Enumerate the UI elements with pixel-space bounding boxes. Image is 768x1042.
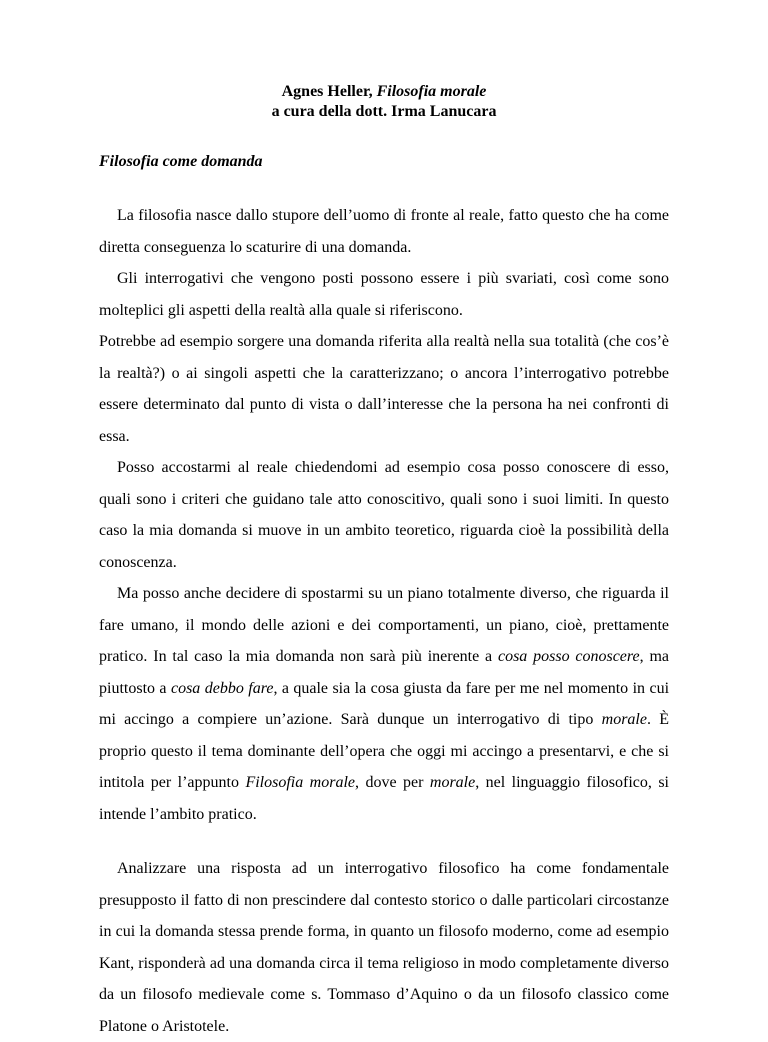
- title-work: Filosofia morale: [376, 83, 487, 100]
- paragraph-3: Potrebbe ad esempio sorgere una domanda riferita alla realtà nella sua totalità (che cos’è la realtà?) o ai singoli aspetti che la caratterizzano; o ancora l’interrogativo potrebbe essere determinato dal punto di vista o dall’interesse che la persona ha nei confronti di essa.: [99, 333, 669, 445]
- paragraph-5-italic-j: morale: [429, 774, 476, 791]
- paragraph-1: La filosofia nasce dallo stupore dell’uomo di fronte al reale, fatto questo che ha come diretta conseguenza lo scaturire di una domanda.: [99, 207, 669, 256]
- paragraph-5-italic-d: cosa debbo fare: [170, 679, 274, 697]
- paragraph-5-text-a: Ma posso anche decidere di spostarmi su un piano totalmente diverso, che riguarda il fare umano, il mondo delle azioni e dei comportamenti, un piano, cioè, prettamente pratico. In tal caso la mia domanda non sarà più inerente a: [99, 585, 669, 665]
- paragraph-5: [99, 578, 669, 830]
- paragraph-5-italic-h: Filosofia morale: [245, 774, 355, 791]
- title-author: Agnes Heller,: [281, 83, 377, 100]
- paragraph-5-text-i: , dove per: [355, 774, 430, 791]
- title-line-editor: a cura della dott. Irma Lanucara: [271, 103, 497, 120]
- title-line-author-work: [99, 82, 669, 102]
- document-page: [99, 82, 669, 1042]
- paragraph-5-text-k: , nel linguaggio filosofico, si intende l’ambito pratico.: [99, 774, 670, 823]
- paragraph-5-italic-f: morale: [601, 711, 647, 728]
- document-body: [99, 200, 669, 1042]
- paragraph-5-italic-b: cosa posso conoscere: [497, 648, 640, 665]
- paragraph-2: Gli interrogativi che vengono posti possono essere i più svariati, così come sono molteplici gli aspetti della realtà alla quale si riferiscono.: [99, 270, 669, 319]
- document-title: [99, 82, 669, 122]
- paragraph-5-text-g: . È proprio questo il tema dominante dell’opera che oggi mi accingo a presentarvi, e che si intitola per l’appunto: [99, 711, 669, 791]
- paragraph-5-text-e: , a quale sia la cosa giusta da fare per me nel momento in cui mi accingo a compiere un’azione. Sarà dunque un interrogativo di tipo: [99, 679, 670, 728]
- paragraph-6: Analizzare una risposta ad un interrogativo filosofico ha come fondamentale presupposto il fatto di non prescindere dal contesto storico o dalle particolari circostanze in cui la domanda stessa prende forma, in quanto un filosofo moderno, come ad esempio Kant, risponderà ad una domanda circa il tema religioso in modo completamente diverso da un filosofo medievale come s. Tommaso d’Aquino o da un filosofo classico come Platone o Aristotele.: [99, 860, 669, 1035]
- section-heading: Filosofia come domanda: [99, 153, 263, 170]
- paragraph-4: Posso accostarmi al reale chiedendomi ad esempio cosa posso conoscere di esso, quali sono i criteri che guidano tale atto conoscitivo, quali sono i suoi limiti. In questo caso la mia domanda si muove in un ambito teoretico, riguarda cioè la possibilità della conoscenza.: [99, 459, 669, 571]
- paragraph-5-text-c: , ma piuttosto a: [99, 648, 670, 697]
